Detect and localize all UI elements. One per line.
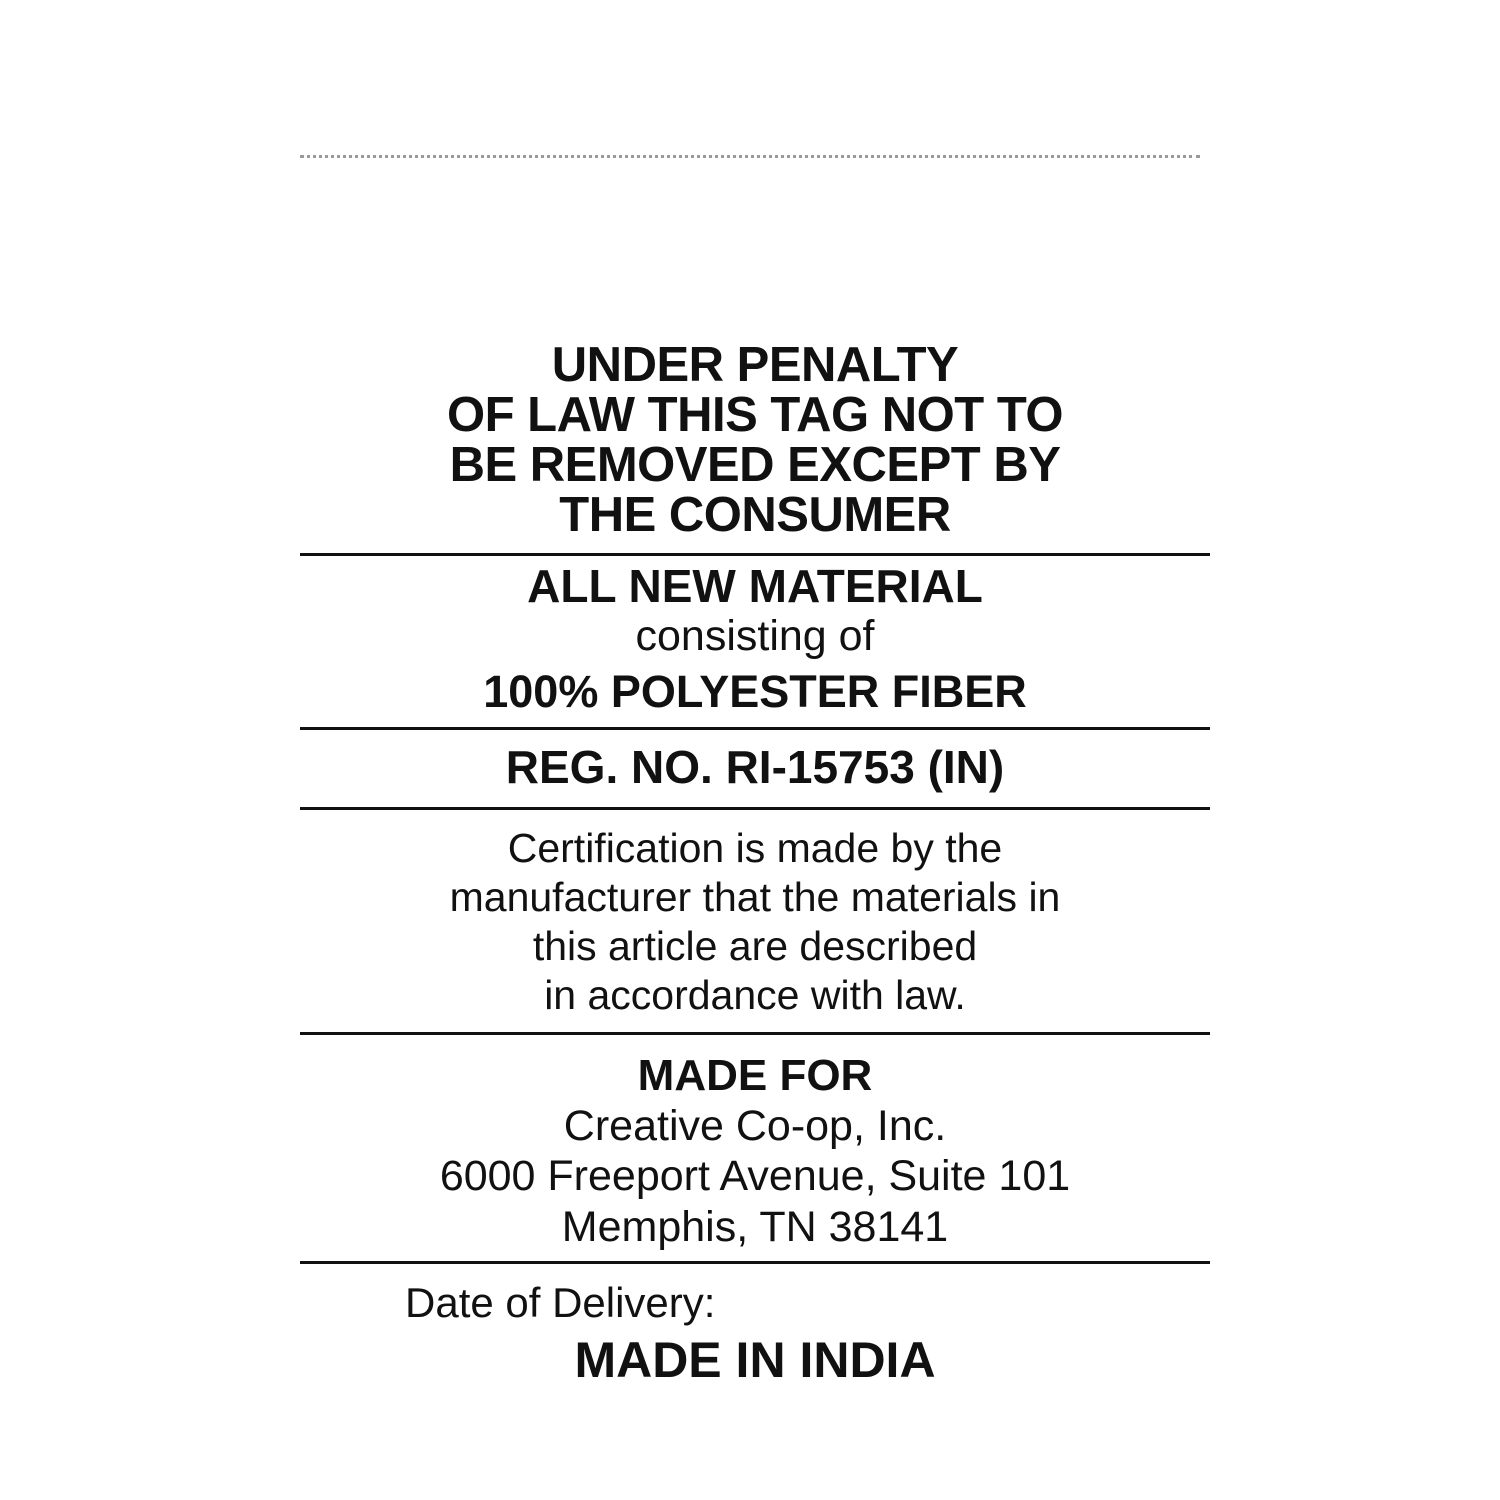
date-of-delivery-label: Date of Delivery: (405, 1278, 716, 1326)
registration-number: REG. NO. RI-15753 (IN) (505, 740, 1005, 793)
material-fiber-content: 100% POLYESTER FIBER (483, 665, 1027, 717)
headline-line-2: OF LAW THIS TAG NOT TO (447, 387, 1063, 442)
label-body (300, 335, 1210, 1400)
country-of-origin: MADE IN INDIA (574, 1332, 936, 1389)
material-section (300, 556, 1210, 727)
certification-line-2: manufacturer that the materials in (449, 873, 1061, 920)
made-for-address (300, 1101, 1210, 1253)
headline-line-4: THE CONSUMER (559, 487, 951, 542)
certification-statement (300, 810, 1210, 1033)
headline-line-3: BE REMOVED EXCEPT BY (449, 437, 1061, 492)
made-for-title: MADE FOR (637, 1051, 873, 1101)
certification-line-1: Certification is made by the (507, 824, 1003, 871)
headline-line-1: UNDER PENALTY (551, 338, 959, 392)
made-for-section (300, 1035, 1210, 1260)
material-heading: ALL NEW MATERIAL (527, 559, 983, 612)
certification-line-4: in accordance with law. (544, 972, 966, 1019)
material-connector: consisting of (635, 611, 875, 660)
perforation-line (300, 155, 1200, 162)
company-name: Creative Co-op, Inc. (563, 1101, 947, 1150)
street-address: 6000 Freeport Avenue, Suite 101 (439, 1152, 1071, 1201)
certification-line-3: this article are described (532, 922, 978, 969)
city-state-zip: Memphis, TN 38141 (561, 1203, 949, 1252)
penalty-headline (300, 335, 1210, 553)
